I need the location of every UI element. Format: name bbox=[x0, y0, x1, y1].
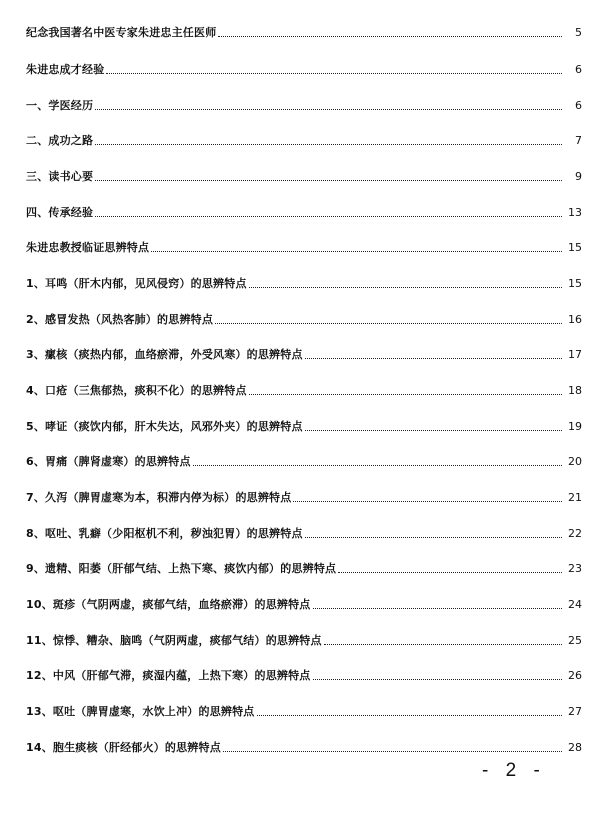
toc-entry-page: 6 bbox=[575, 99, 582, 112]
toc-entry[interactable] bbox=[26, 164, 582, 184]
toc-entry-page: 26 bbox=[568, 669, 582, 682]
toc-entry-title: 一、学医经历 bbox=[26, 99, 94, 112]
dot-leader bbox=[257, 715, 562, 716]
dot-leader bbox=[313, 608, 562, 609]
toc-entry-page: 22 bbox=[568, 527, 582, 540]
toc-entry-title: 10、斑疹（气阴两虚，痰郁气结，血络瘀滞）的思辨特点 bbox=[26, 598, 311, 611]
toc-entry-page: 21 bbox=[568, 491, 582, 504]
toc-entry-title: 3、瘰核（痰热内郁，血络瘀滞，外受风寒）的思辨特点 bbox=[26, 348, 303, 361]
toc-entry[interactable] bbox=[26, 735, 582, 755]
toc-entry[interactable] bbox=[26, 485, 582, 505]
toc-entry-title: 2、感冒发热（风热客肺）的思辨特点 bbox=[26, 313, 214, 326]
toc-entry[interactable] bbox=[26, 271, 582, 291]
toc-entry-page: 7 bbox=[575, 134, 582, 147]
dot-leader bbox=[95, 109, 562, 110]
toc-entry[interactable] bbox=[26, 378, 582, 398]
dot-leader bbox=[305, 358, 562, 359]
toc-entry[interactable] bbox=[26, 342, 582, 362]
dot-leader bbox=[223, 751, 562, 752]
toc-entry[interactable] bbox=[26, 521, 582, 541]
toc-entry-page: 16 bbox=[568, 313, 582, 326]
dot-leader bbox=[293, 501, 562, 502]
dot-leader bbox=[249, 287, 562, 288]
dot-leader bbox=[106, 73, 562, 74]
toc-entry-title: 11、惊悸、糟杂、脑鸣（气阴两虚，痰郁气结）的思辨特点 bbox=[26, 634, 322, 647]
toc-entry[interactable] bbox=[26, 93, 582, 113]
toc-entry-title: 1、耳鸣（肝木内郁，见风侵窍）的思辨特点 bbox=[26, 277, 247, 290]
toc-entry[interactable] bbox=[26, 20, 582, 40]
dot-leader bbox=[313, 679, 562, 680]
dot-leader bbox=[305, 537, 562, 538]
page-number-footer: - 2 - bbox=[482, 760, 546, 781]
toc-entry-title: 12、中风（肝郁气滞，痰湿内蕴，上热下寒）的思辨特点 bbox=[26, 669, 311, 682]
toc-entry[interactable] bbox=[26, 57, 582, 77]
toc-entry-title: 三、读书心要 bbox=[26, 170, 94, 183]
dot-leader bbox=[249, 394, 562, 395]
toc-entry[interactable] bbox=[26, 592, 582, 612]
dot-leader bbox=[193, 465, 562, 466]
toc-entry[interactable] bbox=[26, 449, 582, 469]
toc-entry-page: 15 bbox=[568, 241, 582, 254]
dot-leader bbox=[95, 180, 562, 181]
toc-entry[interactable] bbox=[26, 128, 582, 148]
dot-leader bbox=[95, 144, 562, 145]
toc-entry-page: 23 bbox=[568, 562, 582, 575]
toc-entry-page: 27 bbox=[568, 705, 582, 718]
dot-leader bbox=[324, 644, 562, 645]
toc-entry-page: 20 bbox=[568, 455, 582, 468]
toc-entry-page: 28 bbox=[568, 741, 582, 754]
toc-entry-page: 6 bbox=[575, 63, 582, 76]
toc-entry[interactable] bbox=[26, 556, 582, 576]
toc-entry-page: 15 bbox=[568, 277, 582, 290]
toc-entry-page: 18 bbox=[568, 384, 582, 397]
toc-entry-page: 9 bbox=[575, 170, 582, 183]
dot-leader bbox=[218, 36, 562, 37]
toc-entry[interactable] bbox=[26, 235, 582, 255]
toc-entry-page: 17 bbox=[568, 348, 582, 361]
toc-entry[interactable] bbox=[26, 307, 582, 327]
dot-leader bbox=[215, 323, 562, 324]
toc-entry-page: 24 bbox=[568, 598, 582, 611]
dot-leader bbox=[95, 216, 562, 217]
toc-entry-page: 13 bbox=[568, 206, 582, 219]
toc-entry-title: 5、哮证（痰饮内郁，肝木失达，风邪外夹）的思辨特点 bbox=[26, 420, 303, 433]
toc-entry-title: 二、成功之路 bbox=[26, 134, 94, 147]
dot-leader bbox=[338, 572, 562, 573]
toc-entry-page: 19 bbox=[568, 420, 582, 433]
toc-entry[interactable] bbox=[26, 663, 582, 683]
toc-entry-title: 8、呕吐、乳癖（少阳枢机不利，秽浊犯胃）的思辨特点 bbox=[26, 527, 303, 540]
toc-entry-title: 纪念我国著名中医专家朱进忠主任医师 bbox=[26, 26, 217, 39]
dot-leader bbox=[305, 430, 562, 431]
toc-entry-title: 9、遗精、阳萎（肝郁气结、上热下寒、痰饮内郁）的思辨特点 bbox=[26, 562, 337, 575]
toc-entry[interactable] bbox=[26, 628, 582, 648]
dot-leader bbox=[151, 251, 562, 252]
toc-entry[interactable] bbox=[26, 414, 582, 434]
toc-entry-page: 5 bbox=[575, 26, 582, 39]
toc-entry[interactable] bbox=[26, 200, 582, 220]
toc-entry[interactable] bbox=[26, 699, 582, 719]
toc-entry-title: 四、传承经验 bbox=[26, 206, 94, 219]
toc-entry-title: 4、口疮（三焦郁热，痰积不化）的思辨特点 bbox=[26, 384, 247, 397]
toc-entry-title: 7、久泻（脾胃虚寒为本，积滞内停为标）的思辨特点 bbox=[26, 491, 292, 504]
toc-entry-title: 朱进忠教授临证思辨特点 bbox=[26, 241, 150, 254]
toc-entry-title: 6、胃痛（脾肾虚寒）的思辨特点 bbox=[26, 455, 191, 468]
toc-entry-page: 25 bbox=[568, 634, 582, 647]
toc-entry-title: 13、呕吐（脾胃虚寒，水饮上冲）的思辨特点 bbox=[26, 705, 255, 718]
toc-entry-title: 14、胞生痰核（肝经郁火）的思辨特点 bbox=[26, 741, 221, 754]
toc-entry-title: 朱进忠成才经验 bbox=[26, 63, 105, 76]
